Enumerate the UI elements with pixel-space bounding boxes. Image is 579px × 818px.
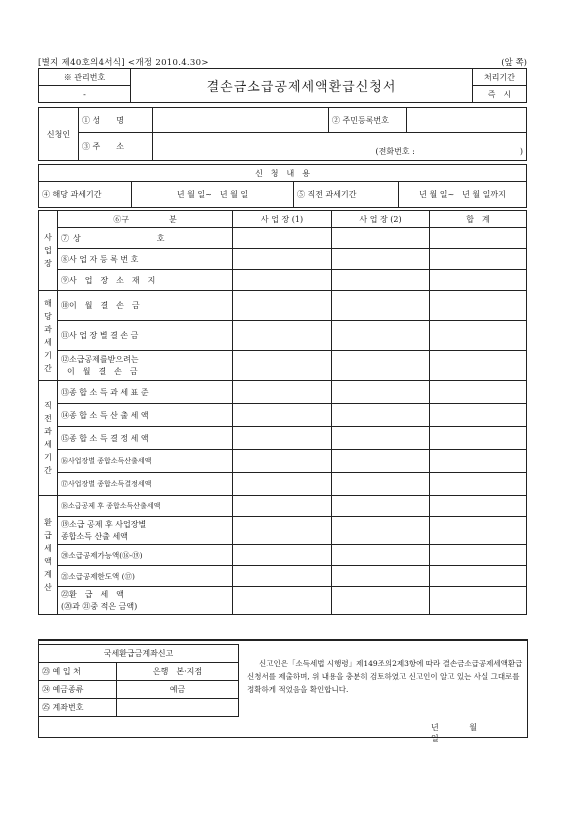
declaration-text: 신고인은「소득세법 시행령」제149조의2제3항에 따라 결손금소급공제세액환급신청서를 제출하며, 위 내용을 충분히 검토하였고 신고인이 알고 있는 사실 그대로를 정확하게 적었음을 확인합니다. [247,659,523,694]
row-label-r12a: ⑫소급공제를받으려는 [61,354,139,364]
bank-r25-label: ㉕ 계좌번호 [39,699,117,717]
bank-r24-value[interactable]: 예금 [117,681,239,699]
cell-r15-2[interactable] [332,427,430,450]
row-label-r9: ⑨사 업 장 소 재 지 [58,270,233,291]
previous-period-label: ⑤ 직전 과세기간 [294,182,399,208]
group-refund-calc: 환급세액계산 [39,496,58,615]
cell-r14-t[interactable] [430,404,527,427]
applicant-label: 신청인 [39,108,79,161]
phone-label: (전화번호 : [375,147,415,156]
form-title: 결손금소급공제세액환급신청서 [131,69,473,103]
cell-r7-t[interactable] [430,228,527,249]
cell-r7-1[interactable] [233,228,332,249]
mgmt-no-label: ※ 관리번호 [39,69,131,86]
row-label-r14: ⑭종 합 소 득 산 출 세 액 [58,404,233,427]
processing-period-label: 처리기간 [473,69,527,86]
processing-period-value: 즉 시 [473,86,527,103]
col-site2: 사 업 장 (2) [332,211,430,228]
bank-r24-label: ㉔ 예금종류 [39,681,117,699]
cell-r9-t[interactable] [430,270,527,291]
top-table [38,68,527,103]
cell-r22-1[interactable] [233,587,332,615]
row-label-r22b: (⑳과 ㉑중 적은 금액) [61,601,138,611]
group-current-period: 해당과세기간 [39,291,58,381]
mgmt-no-value[interactable]: - [39,86,131,103]
cell-r16-1[interactable] [233,450,332,473]
cell-r12-1[interactable] [233,351,332,381]
row-label-r21: ㉑소급공제한도액 (⑰) [58,566,233,587]
row-label-r12b: 이 월 결 손 금 [67,366,138,376]
bank-declaration-box [38,639,528,743]
row-label-r7: ⑦상 호 [58,228,233,249]
applicant-table [38,107,527,161]
previous-period-value[interactable]: 년 월 일~ 년 월 일까지 [399,182,527,208]
cell-r17-t[interactable] [430,473,527,496]
name-field[interactable] [153,108,329,133]
current-period-label: ④ 해당 과세기간 [39,182,132,208]
row-label-r10: ⑩이 월 결 손 금 [58,291,233,321]
cell-r20-2[interactable] [332,545,430,566]
cell-r8-1[interactable] [233,249,332,270]
cell-r20-1[interactable] [233,545,332,566]
cell-r11-t[interactable] [430,321,527,351]
address-label: ③ 주 소 [79,133,153,161]
row-label-r22 [58,587,233,615]
col-kind: ⑥구 분 [58,211,233,228]
cell-r20-t[interactable] [430,545,527,566]
row-label-r20: ⑳소급공제가능액(⑯-⑲) [58,545,233,566]
cell-r14-1[interactable] [233,404,332,427]
row-label-r11: ⑪사 업 장 별 결 손 금 [58,321,233,351]
row-label-r17: ⑰사업장별 종합소득결정세액 [58,473,233,496]
cell-r10-t[interactable] [430,291,527,321]
cell-r7-2[interactable] [332,228,430,249]
form-number: [별지 제40호의4서식] <개정 2010.4.30> [38,58,209,68]
cell-r11-2[interactable] [332,321,430,351]
row-label-r13: ⑬종 합 소 득 과 세 표 준 [58,381,233,404]
bank-account-table [38,644,239,717]
current-period-value[interactable]: 년 월 일~ 년 월 일 [132,182,294,208]
cell-r12-2[interactable] [332,351,430,381]
row-label-r16: ⑯사업장별 종합소득산출세액 [58,450,233,473]
cell-r18-t[interactable] [430,496,527,517]
cell-r22-t[interactable] [430,587,527,615]
cell-r13-t[interactable] [430,381,527,404]
bank-r23-value[interactable]: 은행 본·지점 [117,663,239,681]
address-field[interactable] [153,133,527,161]
cell-r14-2[interactable] [332,404,430,427]
cell-r21-t[interactable] [430,566,527,587]
cell-r10-2[interactable] [332,291,430,321]
name-label: ① 성 명 [79,108,153,133]
bank-r25-value[interactable] [117,699,239,717]
cell-r18-1[interactable] [233,496,332,517]
page-side-label: (앞 쪽) [501,58,527,68]
cell-r12-t[interactable] [430,351,527,381]
cell-r17-1[interactable] [233,473,332,496]
group-previous-period: 직전과세기간 [39,381,58,496]
resident-id-label: ② 주민등록번호 [329,108,407,133]
cell-r21-2[interactable] [332,566,430,587]
content-table [38,164,527,208]
group-business: 사업장 [39,211,58,291]
row-label-r22a: ㉒환 급 세 액 [61,589,124,599]
cell-r22-2[interactable] [332,587,430,615]
cell-r10-1[interactable] [233,291,332,321]
cell-r13-1[interactable] [233,381,332,404]
cell-r8-t[interactable] [430,249,527,270]
application-form [38,68,526,615]
cell-r18-2[interactable] [332,496,430,517]
phone-close: ) [519,147,523,156]
row-label-r18: ⑱소급공제 후 종합소득산출세액 [58,496,233,517]
row-label-r12 [58,351,233,381]
cell-r9-2[interactable] [332,270,430,291]
row-label-r19b: 종합소득 산출 세액 [61,531,128,541]
row-label-r8: ⑧사 업 자 등 록 번 호 [58,249,233,270]
section-title: 신 청 내 용 [39,165,527,182]
cell-r19-1[interactable] [233,517,332,545]
row-label-r15: ⑮종 합 소 득 결 정 세 액 [58,427,233,450]
detail-table [38,210,527,615]
cell-r8-2[interactable] [332,249,430,270]
resident-id-field[interactable] [407,108,527,133]
declaration-date: 년 월 일 [431,723,491,743]
col-site1: 사 업 장 (1) [233,211,332,228]
cell-r11-1[interactable] [233,321,332,351]
col-total: 합 계 [430,211,527,228]
cell-r21-1[interactable] [233,566,332,587]
cell-r13-2[interactable] [332,381,430,404]
cell-r19-t[interactable] [430,517,527,545]
cell-r9-1[interactable] [233,270,332,291]
cell-r15-1[interactable] [233,427,332,450]
bank-title: 국세환급금계좌신고 [39,645,239,663]
cell-r16-t[interactable] [430,450,527,473]
row-label-r19 [58,517,233,545]
row-label-r19a: ⑲소급 공제 후 사업장별 [61,519,147,529]
cell-r15-t[interactable] [430,427,527,450]
cell-r17-2[interactable] [332,473,430,496]
cell-r16-2[interactable] [332,450,430,473]
bank-r23-label: ㉓ 예 입 처 [39,663,117,681]
cell-r19-2[interactable] [332,517,430,545]
